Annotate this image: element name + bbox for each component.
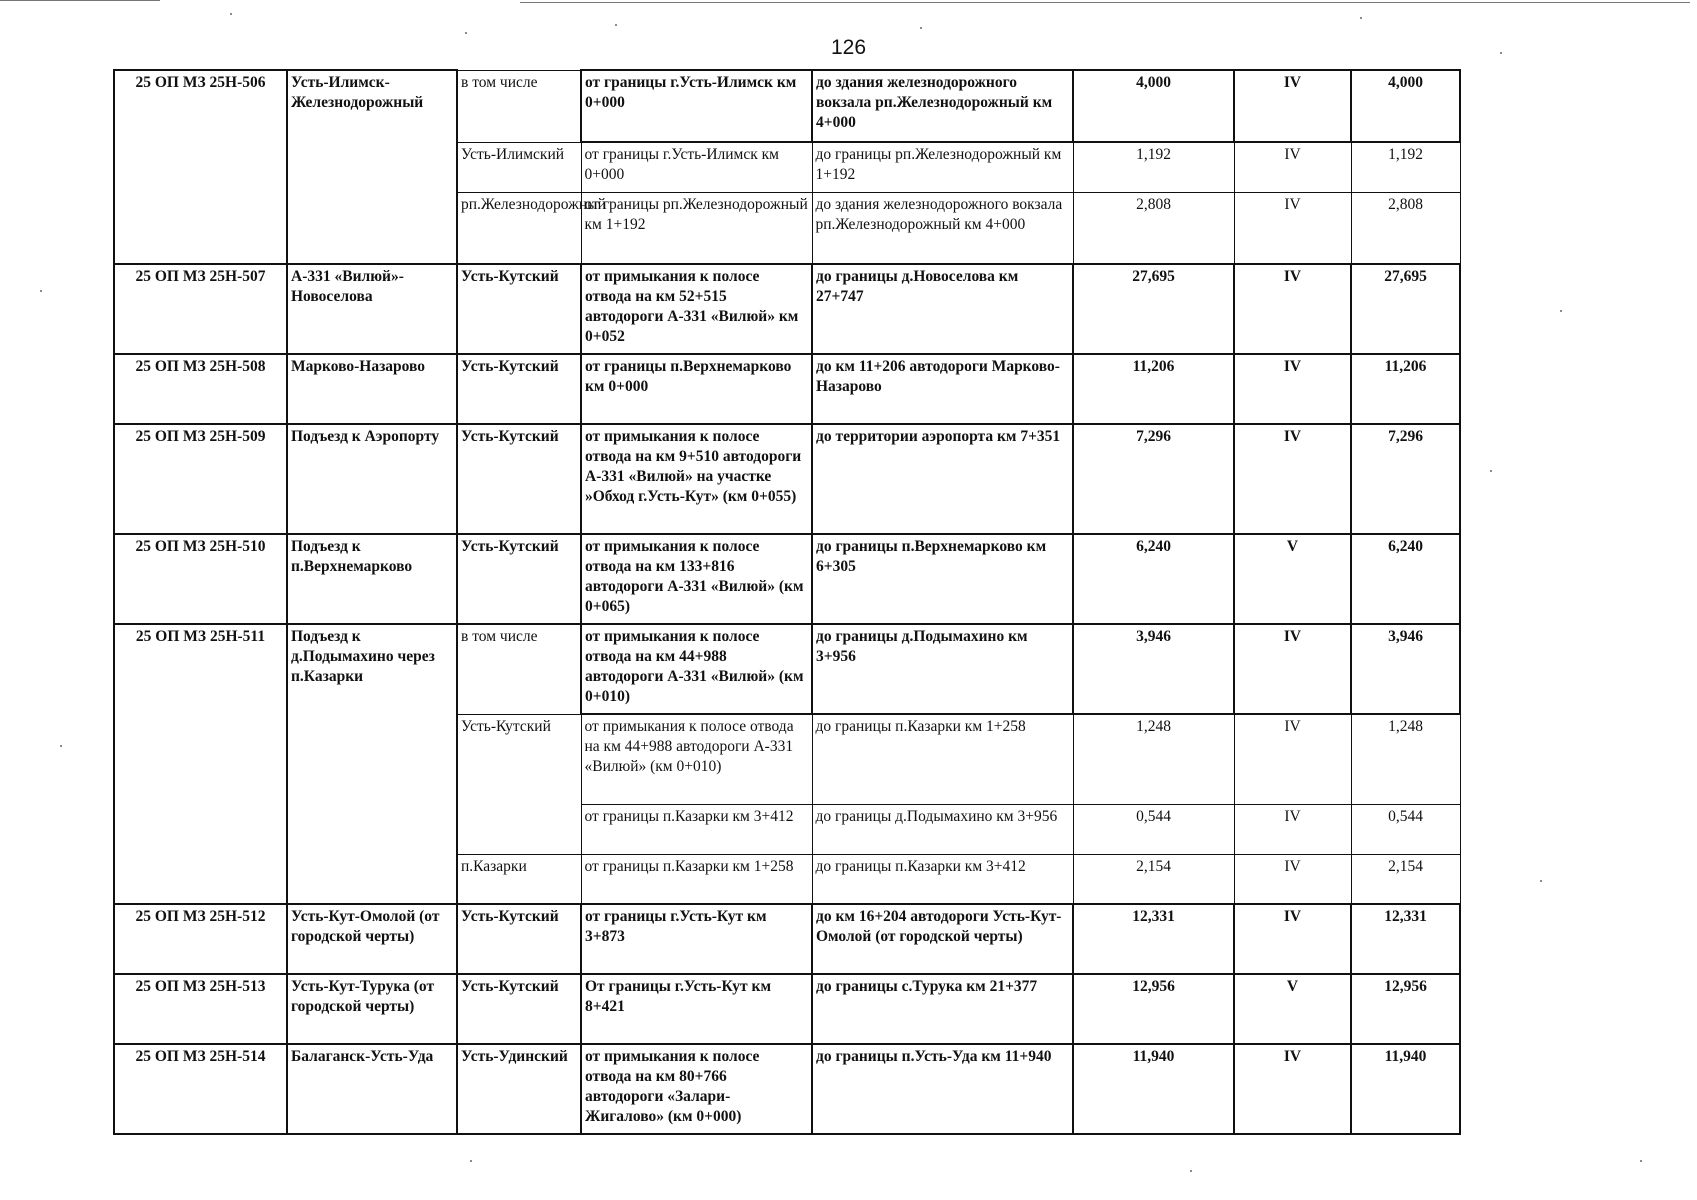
district: Усть-Кутский: [457, 714, 581, 854]
scan-speck: [1540, 880, 1542, 882]
district: рп.Железнодорожный: [457, 192, 581, 264]
road-name: Подъезд к п.Верхнемарково: [287, 534, 457, 624]
district: Усть-Кутский: [457, 534, 581, 624]
start-point: от границы г.Усть-Илимск км 0+000: [581, 70, 812, 142]
total-length: 12,956: [1351, 974, 1460, 1044]
scan-speck: [470, 1160, 472, 1162]
category: IV: [1234, 354, 1351, 424]
end-point: до границы д.Новоселова км 27+747: [812, 264, 1073, 354]
category: IV: [1234, 424, 1351, 534]
road-code: 25 ОП МЗ 25Н-507: [114, 264, 287, 354]
category: IV: [1234, 1044, 1351, 1134]
category: IV: [1234, 854, 1351, 904]
scan-speck: [40, 290, 42, 292]
district: Усть-Кутский: [457, 974, 581, 1044]
category: IV: [1234, 804, 1351, 854]
total-length: 1,192: [1351, 142, 1460, 192]
category: IV: [1234, 904, 1351, 974]
length: 2,808: [1073, 192, 1234, 264]
table-row: [114, 264, 1460, 354]
start-point: от примыкания к полосе отвода на км 80+766 автодороги «Залари-Жигалово» (км 0+000): [581, 1044, 812, 1134]
end-point: до границы п.Усть-Уда км 11+940: [812, 1044, 1073, 1134]
end-point: до границы п.Казарки км 3+412: [812, 854, 1073, 904]
start-point: от примыкания к полосе отвода на км 52+515 автодороги А-331 «Вилюй» км 0+052: [581, 264, 812, 354]
table-row: [114, 904, 1460, 974]
start-point: от примыкания к полосе отвода на км 133+816 автодороги А-331 «Вилюй» (км 0+065): [581, 534, 812, 624]
length: 0,544: [1073, 804, 1234, 854]
road-code: 25 ОП МЗ 25Н-509: [114, 424, 287, 534]
road-name: Усть-Илимск-Железнодорожный: [287, 70, 457, 264]
scan-speck: [1500, 52, 1502, 54]
start-point: от границы г.Усть-Кут км 3+873: [581, 904, 812, 974]
total-length: 11,206: [1351, 354, 1460, 424]
end-point: до границы д.Подымахино км 3+956: [812, 624, 1073, 714]
end-point: до здания железнодорожного вокзала рп.Железнодорожный км 4+000: [812, 192, 1073, 264]
scan-speck: [1490, 470, 1492, 472]
road-code: 25 ОП МЗ 25Н-511: [114, 624, 287, 904]
district: в том числе: [457, 70, 581, 142]
total-length: 3,946: [1351, 624, 1460, 714]
total-length: 2,808: [1351, 192, 1460, 264]
length: 12,956: [1073, 974, 1234, 1044]
total-length: 12,331: [1351, 904, 1460, 974]
table-row: [114, 534, 1460, 624]
category: IV: [1234, 192, 1351, 264]
length: 1,248: [1073, 714, 1234, 804]
road-code: 25 ОП МЗ 25Н-513: [114, 974, 287, 1044]
length: 12,331: [1073, 904, 1234, 974]
category: V: [1234, 974, 1351, 1044]
length: 1,192: [1073, 142, 1234, 192]
scan-speck: [1360, 17, 1362, 19]
start-point: от примыкания к полосе отвода на км 9+510 автодороги А-331 «Вилюй» на участке »Обход г.Усть-Кут» (км 0+055): [581, 424, 812, 534]
scan-speck: [230, 13, 232, 15]
length: 7,296: [1073, 424, 1234, 534]
start-point: от примыкания к полосе отвода на км 44+988 автодороги А-331 «Вилюй» (км 0+010): [581, 714, 812, 804]
road-code: 25 ОП МЗ 25Н-514: [114, 1044, 287, 1134]
scan-edge-line: [0, 0, 160, 1]
end-point: до территории аэропорта км 7+351: [812, 424, 1073, 534]
roads-table: [113, 69, 1461, 1135]
category: IV: [1234, 70, 1351, 142]
category: IV: [1234, 624, 1351, 714]
road-code: 25 ОП МЗ 25Н-510: [114, 534, 287, 624]
total-length: 0,544: [1351, 804, 1460, 854]
scan-speck: [1640, 1160, 1642, 1162]
end-point: до км 11+206 автодороги Марково-Назарово: [812, 354, 1073, 424]
table-row: [114, 354, 1460, 424]
total-length: 7,296: [1351, 424, 1460, 534]
table-row: [114, 624, 1460, 714]
length: 11,940: [1073, 1044, 1234, 1134]
district: Усть-Кутский: [457, 904, 581, 974]
total-length: 27,695: [1351, 264, 1460, 354]
start-point: от примыкания к полосе отвода на км 44+988 автодороги А-331 «Вилюй» (км 0+010): [581, 624, 812, 714]
start-point: от границы рп.Железнодорожный км 1+192: [581, 192, 812, 264]
scan-speck: [465, 32, 467, 34]
scan-speck: [1190, 1170, 1192, 1172]
start-point: от границы п.Казарки км 1+258: [581, 854, 812, 904]
table-row: [114, 70, 1460, 142]
road-name: Балаганск-Усть-Уда: [287, 1044, 457, 1134]
length: 2,154: [1073, 854, 1234, 904]
district: Усть-Кутский: [457, 424, 581, 534]
road-name: Подъезд к Аэропорту: [287, 424, 457, 534]
scan-speck: [60, 745, 62, 747]
start-point: от границы г.Усть-Илимск км 0+000: [581, 142, 812, 192]
scan-speck: [1560, 310, 1562, 312]
category: IV: [1234, 264, 1351, 354]
page-number: 126: [830, 36, 867, 59]
scan-speck: [615, 24, 617, 26]
total-length: 1,248: [1351, 714, 1460, 804]
road-name: Подъезд к д.Подымахино через п.Казарки: [287, 624, 457, 904]
total-length: 11,940: [1351, 1044, 1460, 1134]
category: IV: [1234, 142, 1351, 192]
district: Усть-Илимский: [457, 142, 581, 192]
district: Усть-Кутский: [457, 264, 581, 354]
road-name: Усть-Кут-Турука (от городской черты): [287, 974, 457, 1044]
table-row: [114, 424, 1460, 534]
start-point: от границы п.Верхнемарково км 0+000: [581, 354, 812, 424]
total-length: 2,154: [1351, 854, 1460, 904]
length: 4,000: [1073, 70, 1234, 142]
table-row: [114, 974, 1460, 1044]
end-point: до границы рп.Железнодорожный км 1+192: [812, 142, 1073, 192]
end-point: до границы п.Казарки км 1+258: [812, 714, 1073, 804]
end-point: до здания железнодорожного вокзала рп.Железнодорожный км 4+000: [812, 70, 1073, 142]
end-point: до границы д.Подымахино км 3+956: [812, 804, 1073, 854]
length: 6,240: [1073, 534, 1234, 624]
scan-speck: [920, 27, 922, 29]
length: 11,206: [1073, 354, 1234, 424]
category: V: [1234, 534, 1351, 624]
start-point: От границы г.Усть-Кут км 8+421: [581, 974, 812, 1044]
road-name: Марково-Назарово: [287, 354, 457, 424]
table-row: [114, 1044, 1460, 1134]
district: Усть-Кутский: [457, 354, 581, 424]
road-code: 25 ОП МЗ 25Н-508: [114, 354, 287, 424]
end-point: до границы с.Турука км 21+377: [812, 974, 1073, 1044]
road-code: 25 ОП МЗ 25Н-506: [114, 70, 287, 264]
category: IV: [1234, 714, 1351, 804]
road-name: А-331 «Вилюй»-Новоселова: [287, 264, 457, 354]
scan-edge-line: [520, 2, 1690, 3]
end-point: до км 16+204 автодороги Усть-Кут-Омолой (от городской черты): [812, 904, 1073, 974]
length: 3,946: [1073, 624, 1234, 714]
road-code: 25 ОП МЗ 25Н-512: [114, 904, 287, 974]
district: в том числе: [457, 624, 581, 714]
road-name: Усть-Кут-Омолой (от городской черты): [287, 904, 457, 974]
end-point: до границы п.Верхнемарково км 6+305: [812, 534, 1073, 624]
district: Усть-Удинский: [457, 1044, 581, 1134]
total-length: 4,000: [1351, 70, 1460, 142]
length: 27,695: [1073, 264, 1234, 354]
district: п.Казарки: [457, 854, 581, 904]
total-length: 6,240: [1351, 534, 1460, 624]
start-point: от границы п.Казарки км 3+412: [581, 804, 812, 854]
